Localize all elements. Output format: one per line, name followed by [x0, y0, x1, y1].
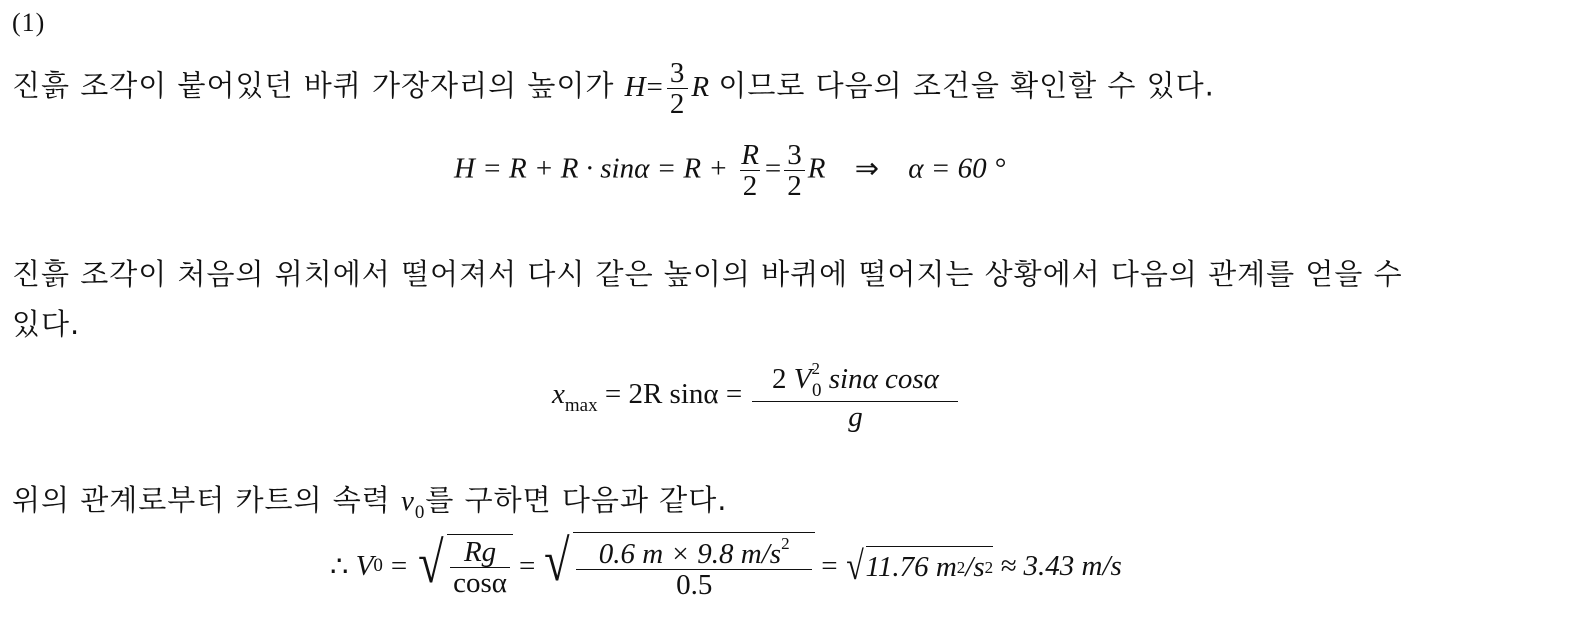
paragraph-1-text-before: 진흙 조각이 붙어있던 바퀴 가장자리의 높이가	[12, 68, 615, 103]
part-label: (1)	[12, 8, 46, 37]
equation-velocity: ∴ V 0 = √ $\frac{Rg}{\cos\alpha}$ = √ $\frac{0.6 m \times 9.8 m/s^2}{0.5}$ = √ 11.76 m 2 /s 2 ≈ 3.43 m/s	[330, 528, 1122, 602]
equation-angle: H = R + R · sinα = R + $\frac{R}{2}$ = $\frac{3}{2}$ R ⇒ α = 60 °	[454, 139, 1006, 203]
sqrt-1: √ $\frac{Rg}{\cos\alpha}$	[415, 534, 513, 599]
sqrt-2: √ $\frac{0.6 m \times 9.8 m/s^2}{0.5}$	[541, 532, 815, 601]
sqrt-3: √ 11.76 m 2 /s 2	[845, 543, 994, 589]
equation-range: $x_{max} = 2R$ sinα = $\frac{2 V^2_0 \sin\alpha \cos\alpha}{g}$	[552, 360, 961, 432]
paragraph-2-line-1: 진흙 조각이 처음의 위치에서 떨어져서 다시 같은 높이의 바퀴에 떨어지는 상황에서 다음의 관계를 얻을 수	[12, 257, 1403, 291]
paragraph-1-text-after: 이므로 다음의 조건을 확인할 수 있다.	[718, 68, 1215, 103]
inline-formula-height: H= $\frac{3}{2}$ R	[624, 57, 711, 121]
paragraph-2-line-2: 있다.	[12, 307, 81, 341]
paragraph-1	[12, 58, 1215, 120]
implies-arrow: ⇒	[854, 152, 880, 185]
paragraph-3: 위의 관계로부터 카트의 속력 $v_0$를 구하면 다음과 같다.	[12, 483, 728, 523]
angle-result: α = 60 °	[908, 152, 1006, 185]
